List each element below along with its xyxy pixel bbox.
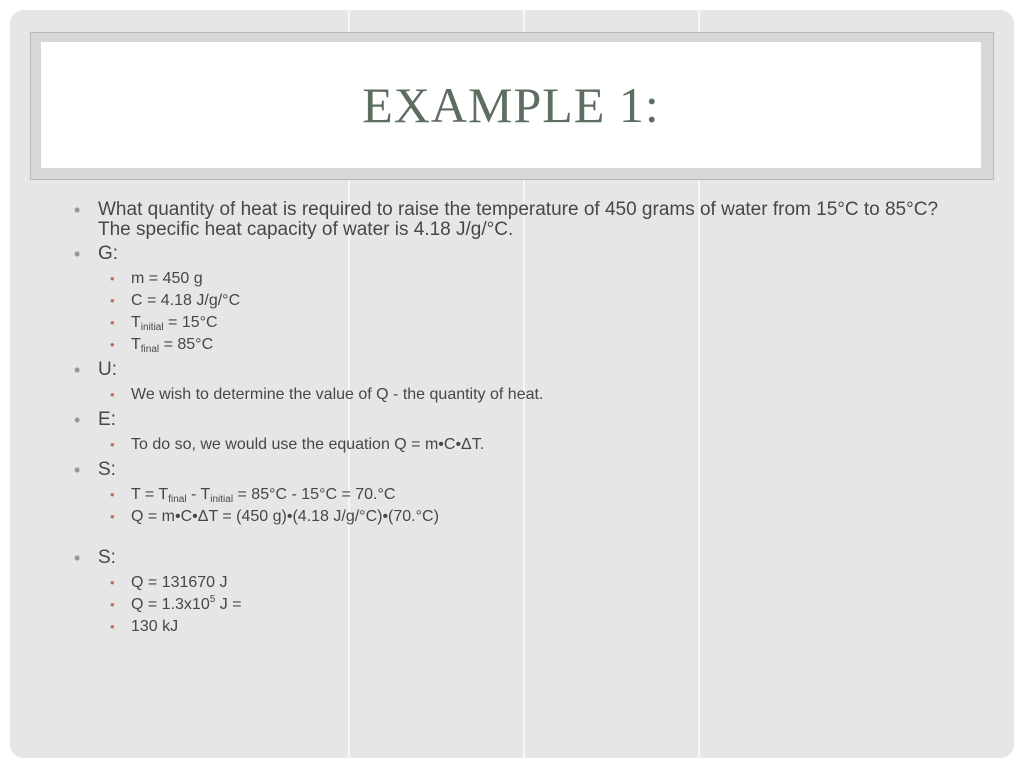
- t-final-value: = 85°C: [159, 336, 214, 353]
- initial-subscript: initial: [210, 494, 234, 505]
- solve-heading: [72, 548, 952, 568]
- bullet: •: [110, 487, 115, 502]
- result-joules-text: Q = 131670 J: [131, 574, 228, 591]
- bullet: •: [110, 575, 115, 590]
- delta-t-part-b: - T: [186, 486, 211, 503]
- bullet: •: [110, 597, 115, 612]
- bullet: •: [74, 410, 81, 430]
- slide-title: EXAMPLE 1:: [362, 77, 660, 133]
- bullet: •: [110, 387, 115, 402]
- given-label: G:: [98, 243, 119, 264]
- slide-content: [72, 200, 952, 638]
- equation-text: To do so, we would use the equation Q = m•C•ΔT.: [131, 436, 485, 453]
- bullet: •: [110, 315, 115, 330]
- bullet: •: [74, 460, 81, 480]
- bullet: •: [74, 548, 81, 568]
- final-subscript: final: [168, 494, 187, 505]
- bullet: •: [110, 619, 115, 634]
- given-mass: [72, 268, 952, 290]
- result-kilojoules: [72, 616, 952, 638]
- sci-base: Q = 1.3x10: [131, 596, 210, 613]
- unknown-heading: [72, 360, 952, 380]
- bullet: •: [74, 360, 81, 380]
- title-frame: [30, 32, 994, 180]
- question-text: What quantity of heat is required to raise the temperature of 450 grams of water from 15°C to 85°C? The specific heat capacity of water is 4.18 J/g/°C.: [98, 199, 939, 240]
- delta-t-line: [72, 484, 952, 506]
- t-initial-subscript: initial: [140, 322, 164, 333]
- sci-exponent: 5: [209, 594, 216, 605]
- t-symbol: T: [131, 336, 141, 353]
- substitute-label: S:: [98, 459, 116, 480]
- result-joules: [72, 572, 952, 594]
- equation-heading: [72, 410, 952, 430]
- slide: [10, 10, 1014, 758]
- given-t-final: [72, 334, 952, 356]
- result-kj-text: 130 kJ: [131, 618, 179, 635]
- question-item: [72, 200, 952, 240]
- given-capacity: [72, 290, 952, 312]
- result-scientific: [72, 594, 952, 616]
- unknown-text: We wish to determine the value of Q - the quantity of heat.: [131, 386, 544, 403]
- bullet: •: [110, 437, 115, 452]
- capacity-text: C = 4.18 J/g/°C: [131, 292, 241, 309]
- mass-text: m = 450 g: [131, 270, 203, 287]
- t-symbol: T: [131, 314, 141, 331]
- given-heading: [72, 244, 952, 264]
- solve-label: S:: [98, 547, 116, 568]
- sci-unit: J =: [215, 596, 242, 613]
- bullet: •: [110, 337, 115, 352]
- bullet: •: [74, 200, 81, 220]
- unknown-text-item: [72, 384, 952, 406]
- substitute-heading: [72, 460, 952, 480]
- bullet: •: [110, 509, 115, 524]
- substitution-text: Q = m•C•ΔT = (450 g)•(4.18 J/g/°C)•(70.°C): [131, 508, 439, 525]
- unknown-label: U:: [98, 359, 117, 380]
- delta-t-part-a: T = T: [131, 486, 169, 503]
- t-initial-value: = 15°C: [163, 314, 218, 331]
- equation-text-item: [72, 434, 952, 456]
- equation-label: E:: [98, 409, 116, 430]
- title-panel: [41, 42, 981, 168]
- substitution-line: [72, 506, 952, 528]
- t-final-subscript: final: [140, 344, 160, 355]
- bullet: •: [74, 244, 81, 264]
- bullet: •: [110, 271, 115, 286]
- given-t-initial: [72, 312, 952, 334]
- bullet: •: [110, 293, 115, 308]
- delta-t-part-c: = 85°C - 15°C = 70.°C: [233, 486, 396, 503]
